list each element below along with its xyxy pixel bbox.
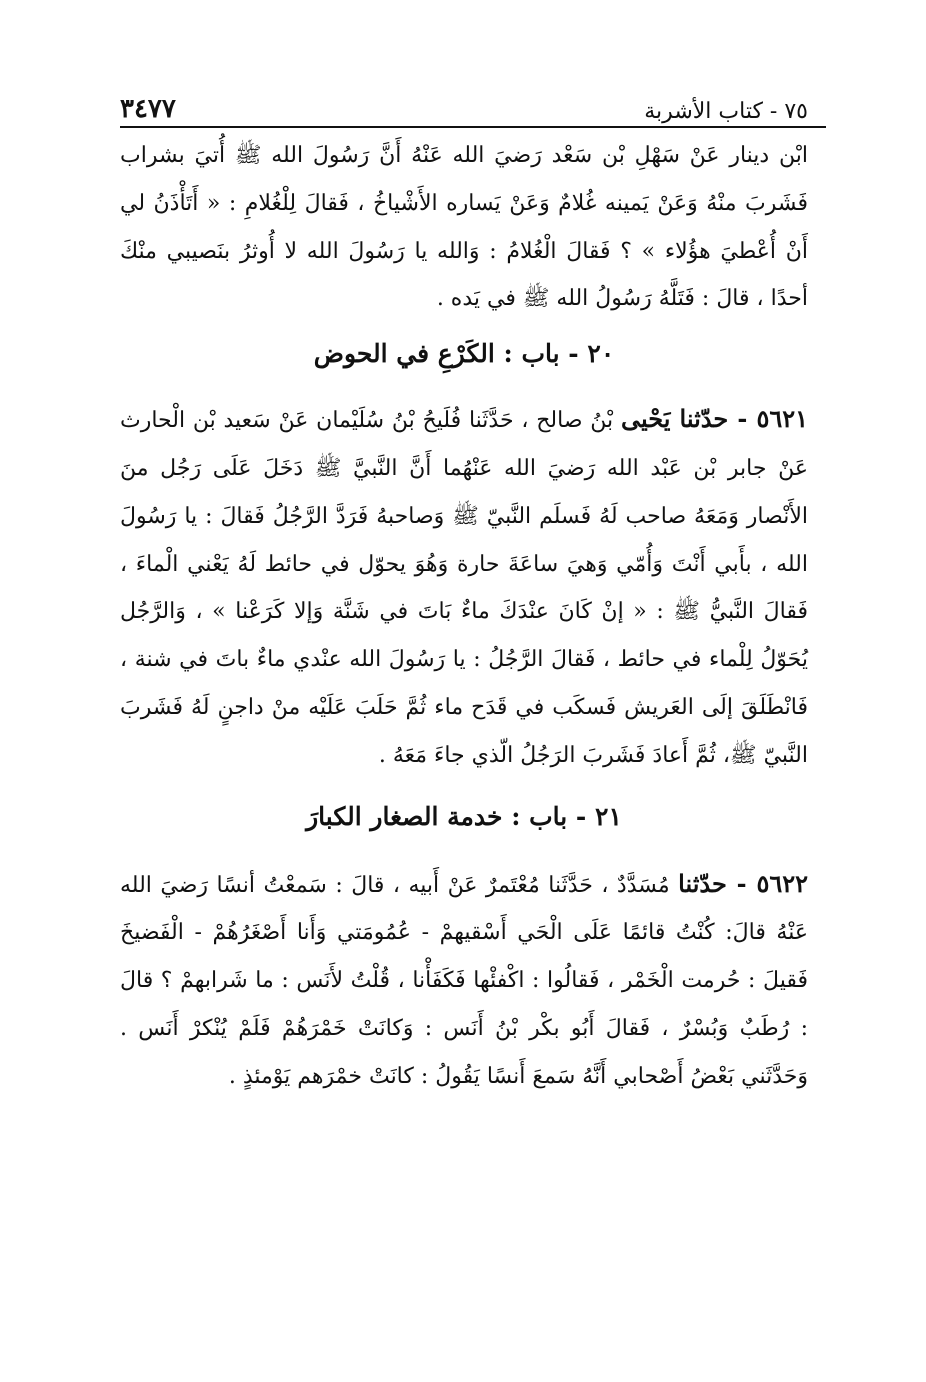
- hadith-5622-lead: ٥٦٢٢ - حدّثنا: [678, 868, 808, 898]
- page-header: [120, 78, 808, 124]
- hadith-5621: [120, 395, 808, 779]
- section-heading-21: ٢١ - باب : خدمة الصغار الكبارَ: [306, 801, 622, 831]
- hadith-5622-text: مُسَدَّدٌ ، حَدَّثَنا مُعْتَمرٌ عَنْ أَبيه ، قالَ : سَمعْتُ أنسًا رَضيَ الله عَنْهُ قالَ: كُنْتُ قائمًا عَلَى الْحَي أَسْقيهمْ - عُمُومَتي وَأَنا أَصْغَرُهُمْ - الْفَضيخَ فَقيلَ : حُرمت الْخَمْر ، فَقالُوا : اكْفئْها فَكَفَأْنا ، قُلْتُ لأَنَس : ما شَرابهمْ ؟ قالَ : رُطَبٌ وَبُسْرٌ ، فَقالَ أَبُو بكْر بْنُ أَنَس : وَكانَتْ خَمْرَهُمْ فَلَمْ يُنْكرْ أَنَس . وَحَدَّثَني بَعْضُ أَصْحابي أَنَّهُ سَمعَ أَنسًا يَقُولُ : كانَتْ خمْرَهم يَوْمئذٍ .: [120, 872, 809, 1089]
- hadith-5621-text: بْنُ صالح ، حَدَّثَنا فُلَيحُ بْنُ سُلَيْمان عَنْ سَعيد بْن الْحارث عَنْ جابر بْن عَبْد الله رَضيَ الله عَنْهُما أَنَّ النَّبيَّ ﷺ دَخَلَ عَلَى رَجُل منَ الأَنْصار وَمَعَهُ صاحب لَهُ فَسلَم النَّبيّ ﷺ وَصاحبهُ فَرَدَّ الرَّجُلُ فَقالَ : يا رَسُولَ الله ، بأَبي أَنْتَ وَأُمّي وَهيَ ساعَةَ حارة وَهُوَ يحوّل في حائط لَهُ يَعْني الْماءَ ، فَقالَ النَّبيُّ ﷺ : « إنْ كَانَ عنْدَكَ ماءٌ بَاتَ في شَنَّة وَإلا كَرَعْنا » ، وَالرَّجُل يُحَوّلُ لِلْماء في حائط ، فَقالَ الرَّجُلُ : يا رَسُولَ الله عنْدي ماءٌ باتَ في شنة ، فَانْطَلَقَ إلَى العَريش فَسكَب في قَدَح ماء ثُمَّ حَلَبَ عَلَيْه منْ داجنٍ لَهُ فَشَربَ النَّبيّ ﷺ، ثُمَّ أَعادَ فَشَربَ الرَجُلُ الّذي جاءَ مَعَهُ .: [120, 408, 808, 768]
- chapter-title: ٧٥ - كتاب الأشربة: [644, 99, 808, 124]
- page-body: [120, 132, 808, 1101]
- header-divider: [120, 126, 826, 128]
- section-heading-20: ٢٠ - باب : الكَرْعِ في الحوض: [313, 339, 615, 369]
- page-number: ٣٤٧٧: [120, 94, 176, 124]
- hadith-5621-lead: ٥٦٢١ - حدّثنا يَحْيى: [620, 404, 808, 434]
- intro-paragraph: ابْن دينار عَنْ سَهْلِ بْن سَعْد رَضيَ الله عَنْهُ أَنَّ رَسُولَ الله ﷺ أُتيَ بشراب فَشَربَ منْهُ وَعَنْ يَمينه غُلامٌ وَعَنْ يَساره الأَشْياخُ ، فَقالَ لِلْغُلامِ : « أَتَأْذَنُ لي أَنْ أُعْطيَ هؤُلاء » ؟ فَقالَ الْغُلامُ : وَالله يا رَسُولَ الله لا أُوثرُ بنَصيبي منْكَ أحدًا ، قالَ : فَتَلَّهُ رَسُولُ الله ﷺ في يَده .: [120, 143, 808, 312]
- hadith-5622: [120, 860, 808, 1101]
